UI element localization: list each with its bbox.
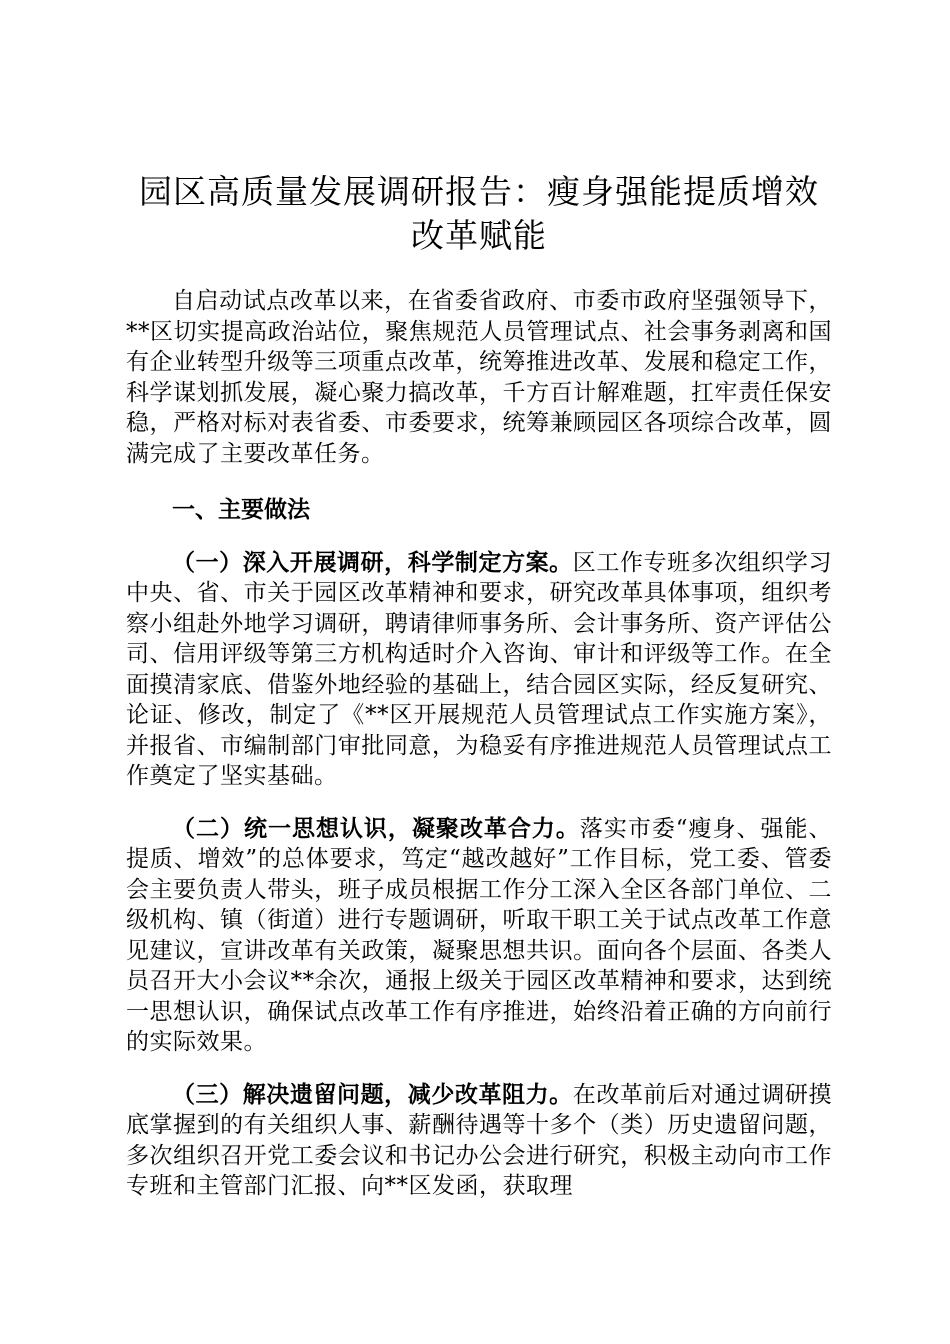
document-title	[126, 170, 832, 258]
item-paragraph-2	[126, 814, 832, 1058]
item-paragraph-1	[126, 548, 832, 792]
intro-paragraph: 自启动试点改革以来，在省委省政府、市委市政府坚强领导下，**区切实提高政治站位，聚焦规范人员管理试点、社会事务剥离和国有企业转型升级等三项重点改革，统筹推进改革、发展和稳定工作，科学谋划抓发展，凝心聚力搞改革，千方百计解难题，扛牢责任保安稳，严格对标对表省委、市委要求，统筹兼顾园区各项综合改革，圆满完成了主要改革任务。	[126, 288, 832, 467]
item-body-3: 在改革前后对通过调研摸底掌握到的有关组织人事、薪酬待遇等十多个（类）历史遗留问题，多次组织召开党工委会议和书记办公会进行研究，积极主动向市工作专班和主管部门汇报、向**区发函，获取理	[126, 1081, 833, 1199]
item-lead-2: （二）统一思想认识，凝聚改革合力。	[172, 815, 580, 842]
item-lead-1: （一）深入开展调研，科学制定方案。	[172, 549, 573, 576]
document-page	[126, 170, 832, 1202]
item-lead-3: （三）解决遗留问题，减少改革阻力。	[172, 1081, 573, 1108]
title-line-2: 改革赋能	[411, 216, 547, 255]
section-heading-1: 一、主要做法	[172, 497, 310, 523]
item-body-2: 落实市委“瘦身、强能、提质、增效”的总体要求，笃定“越改越好”工作目标，党工委、管委会主要负责人带头，班子成员根据工作分工深入全区各部门单位、二级机构、镇（街道）进行专题调研，听取干职工关于试点改革工作意见建议，宣讲改革有关政策，凝聚思想共识。面向各个层面、各类人员召开大小会议**余次，通报上级关于园区改革精神和要求，达到统一思想认识，确保试点改革工作有序推进，始终沿着正确的方向前行的实际效果。	[126, 815, 833, 1055]
title-line-1: 园区高质量发展调研报告：瘦身强能提质增效	[139, 172, 819, 211]
item-paragraph-3	[126, 1080, 832, 1202]
item-body-1: 区工作专班多次组织学习中央、省、市关于园区改革精神和要求，研究改革具体事项，组织考察小组赴外地学习调研，聘请律师事务所、会计事务所、资产评估公司、信用评级等第三方机构适时介入咨询、审计和评级等工作。在全面摸清家底、借鉴外地经验的基础上，结合园区实际，经反复研究、论证、修改，制定了《**区开展规范人员管理试点工作实施方案》，并报省、市编制部门审批同意，为稳妥有序推进规范人员管理试点工作奠定了坚实基础。	[126, 549, 833, 789]
